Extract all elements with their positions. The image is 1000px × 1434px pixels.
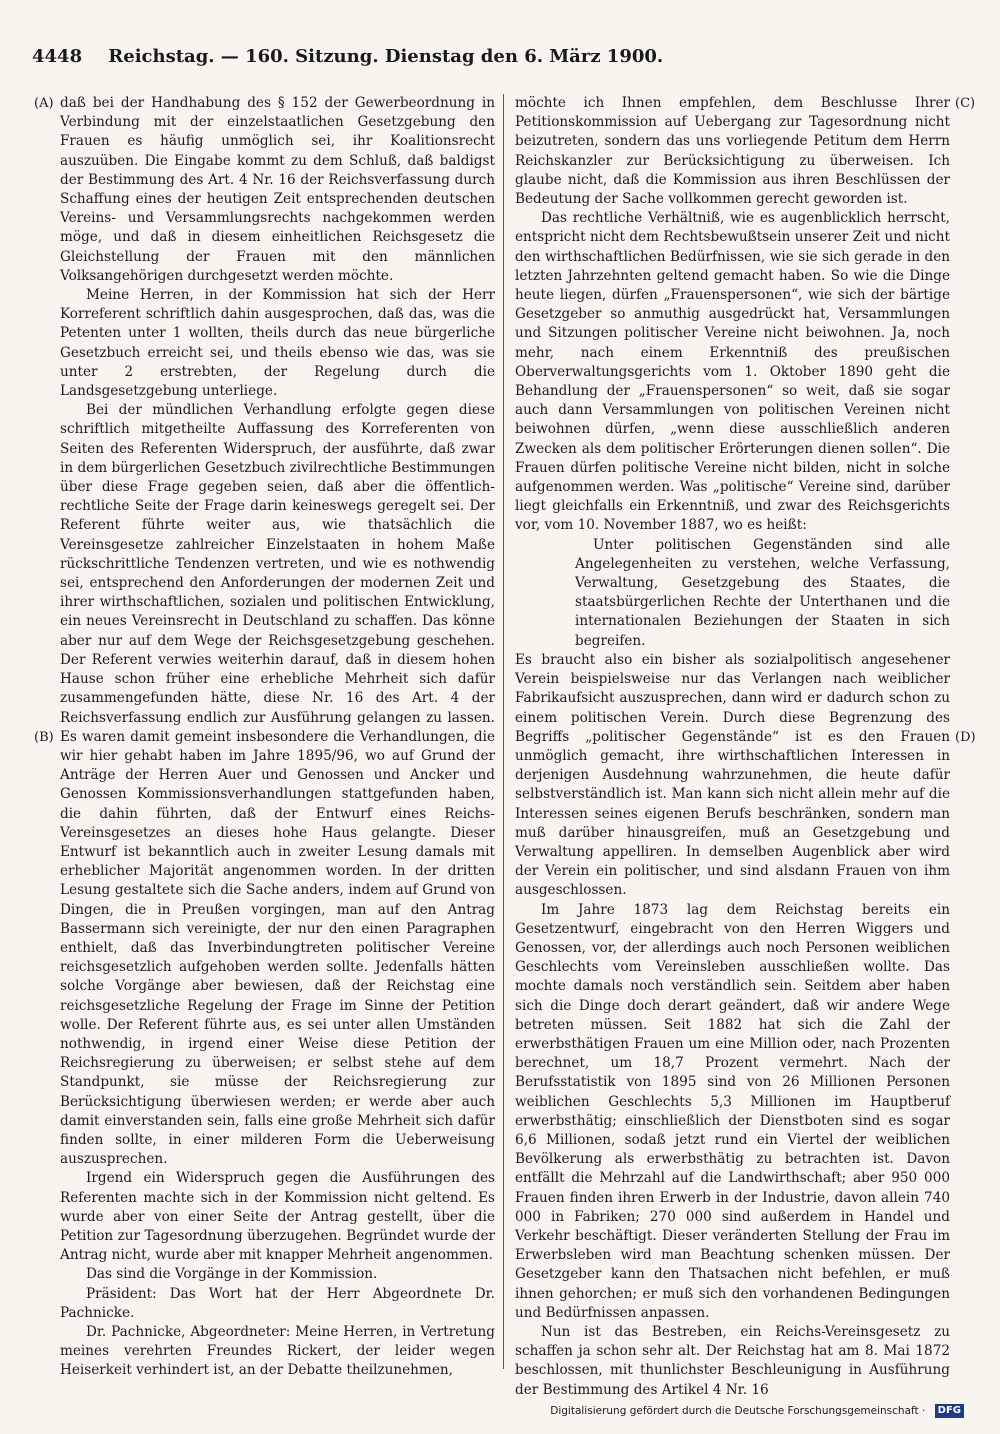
paragraph: Unter politischen Gegenständen sind alle Angelegenheiten zu verstehen, welche Verfassung, Verwaltung, Gesetzgebung des Staates, die staatsbürgerlichen Rechte der Unterthanen und die internationalen Beziehungen der Staaten in sich begreifen. [575,536,950,649]
paragraph: möchte ich Ihnen empfehlen, dem Beschlusse Ihrer Petitionskommission auf Uebergang zur Tagesordnung nicht beizutreten, sondern das uns vorliegende Petitum dem Herrn Reichskanzler zur Berücksichtigung zu überweisen. Ich glaube nicht, daß die Kommission aus ihren Beschlüssen der Bedeutung der Sache vollkommen gerecht geworden ist. [515,95,950,208]
footer-text: Digitalisierung gefördert durch die Deutsche Forschungsgemeinschaft · [550,1405,926,1417]
margin-marker-a: (A) [34,96,54,111]
dfg-logo: DFG [935,1404,964,1418]
paragraph: Das sind die Vorgänge in der Kommission. [86,1266,378,1283]
margin-marker-b: (B) [34,730,54,745]
paragraph: Es braucht also ein bisher als sozialpolitisch angesehener Verein beispielsweise nur das Verlangen nach weiblicher Fabrikaufsicht auszusprechen, dann wird er dadurch schon zu einem politischen Verein. Durch diese Begrenzung des Begriffs „politischer Gegenstände“ ist es den Frauen unmöglich gemacht, ihre wirthschaftlichen Interessen in derjenigen Ausdehnung wahrzunehmen, die heute dafür selbstverständlich ist. Man kann sich nicht allein mehr auf die Interessen seines eigenen Berufs beschränken, sondern man muß darüber hinausgreifen, muß an Gesetzgebung und Verwaltung appelliren. In demselben Augenblick aber wird der Verein ein politischer, und sind alsdann Frauen von ihm ausgeschlossen. [515,651,950,899]
margin-marker-d: (D) [955,730,976,745]
page-header [32,42,732,72]
paragraph: Meine Herren, in der Kommission hat sich der Herr Korreferent schriftlich dahin ausgesprochen, daß das, was die Petenten unter 1 wollten, theils durch das neue bürgerliche Gesetzbuch erreicht sei, und theils ebenso wie das, was sie unter 2 erstrebten, der Regelung durch die Landsgesetzgebung unterliege. [60,287,495,400]
paragraph: Bei der mündlichen Verhandlung erfolgte gegen diese schriftlich mitgetheilte Auffassung des Korreferenten von Seiten des Referenten Widerspruch, der ausführte, daß zwar in dem bürgerlichen Gesetzbuch zivilrechtliche Bestimmungen über diese Frage gegeben seien, daß aber die öffentlich-rechtliche Seite der Frage darin keineswegs geregelt sei. Der Referent führte weiter aus, wie thatsächlich die Vereinsgesetze zahlreicher Einzelstaaten in hohem Maße rückschrittliche Tendenzen vertreten, und wie es nothwendig sei, entsprechend den Anforderungen der modernen Zeit und ihrer wirthschaftlichen, sozialen und politischen Entwicklung, ein neues Vereinsrecht in Deutschland zu schaffen. Das könne aber nur auf dem Wege der Reichsgesetzgebung geschehen. Der Referent verwies weiterhin darauf, daß in diesem hohen Hause schon früher eine erhebliche Mehrheit sich dafür zusammengefunden hätte, diese Nr. 16 des Art. 4 der Reichsverfassung endlich zur Ausführung gelangen zu lassen. Es waren damit gemeint insbesondere die Verhandlungen, die wir hier gehabt haben im Jahre 1895/96, wo auf Grund der Anträge der Herren Auer und Genossen und Ancker und Genossen Kommissionsverhandlungen stattgefunden haben, die dahin führten, daß der Entwurf eines Reichs-Vereinsgesetzes an dieses hohe Haus gelangte. Dieser Entwurf ist bekanntlich auch in zweiter Lesung damals mit erheblicher Majorität angenommen worden. In der dritten Lesung gestaltete sich die Sache anders, indem auf Grund von Dingen, die in Preußen vorgingen, man auf den Antrag Bassermann sich vereinigte, der nur den einen Paragraphen enthielt, daß das Inverbindungtreten politischer Vereine reichsgesetzlich aufgehoben werden sollte. Jedenfalls hätten solche Vorgänge aber bewiesen, daß der Reichstag eine reichsgesetzliche Regelung der Frage im Sinne der Petition wolle. Der Referent führte aus, es sei unter allen Umständen nothwendig, in irgend einer Weise diese Petition der Reichsregierung zu überweisen; er selbst stehe auf dem Standpunkt, sie müsse der Reichsregierung zur Berücksichtigung überwiesen werden; er werde aber auch damit einverstanden sein, falls eine große Mehrheit sich dafür finden sollte, in einer milderen Form die Ueberweisung auszusprechen. [60,402,495,1168]
page-title: Reichstag. — 160. Sitzung. Dienstag den 6. März 1900. [108,46,664,67]
page-number: 4448 [32,46,83,67]
footer-credit [550,1402,964,1420]
paragraph: Nun ist das Bestreben, ein Reichs-Vereinsgesetz zu schaffen ja schon sehr alt. Der Reichstag hat am 8. Mai 1872 beschlossen, mit thunlichster Beschleunigung in Ausführung der Bestimmung des Artikel 4 Nr. 16 [515,1324,950,1398]
column-divider [503,94,504,1369]
paragraph: Präsident: Das Wort hat der Herr Abgeordnete Dr. Pachnicke. [60,1285,495,1321]
margin-marker-c: (C) [955,96,976,111]
paragraph: Im Jahre 1873 lag dem Reichstag bereits ein Gesetzentwurf, eingebracht von den Herren Wiggers und Genossen, vor, der allerdings auch noch Personen weiblichen Geschlechts vom Vereinsleben ausschließen wollte. Das mochte damals noch verständlich sein. Seitdem aber haben sich die Dinge doch derart geändert, daß wir andere Wege betreten müssen. Seit 1882 hat sich die Zahl der erwerbsthätigen Frauen um eine Million oder, nach Prozenten berechnet, um 18,7 Prozent vermehrt. Nach der Berufsstatistik von 1895 sind von 26 Millionen Personen weiblichen Geschlechts 5,3 Millionen im Hauptberuf erwerbsthätig; einschließlich der Dienstboten sind es sogar 6,6 Millionen, sodaß jetzt rund ein Viertel der weiblichen Bevölkerung als erwerbsthätig zu betrachten ist. Davon entfällt die Mehrzahl auf die Landwirthschaft; aber 950 000 Frauen finden ihren Erwerb in der Industrie, davon allein 740 000 in Fabriken; 270 000 sind außerdem in Handel und Verkehr beschäftigt. Dieser veränderten Stellung der Frau im Erwerbsleben wird man Beachtung schenken müssen. Der Gesetzgeber kann den Thatsachen nicht befehlen, er muß ihnen gehorchen; er muß sich den vorhandenen Bedingungen und Bedürfnissen anpassen. [515,901,950,1321]
paragraph: daß bei der Handhabung des § 152 der Gewerbeordnung in Verbindung mit der einzelstaatlichen Gesetzgebung den Frauen es häufig unmöglich sei, ihr Koalitionsrecht auszuüben. Die Eingabe kommt zu dem Schluß, daß baldigst der Bestimmung des Art. 4 Nr. 16 der Reichsverfassung durch Schaffung eines der heutigen Zeit entsprechenden deutschen Vereins- und Versammlungsrechts nachgekommen werden möge, und daß in diesem einheitlichen Reichsgesetz die Gleichstellung der Frauen mit den männlichen Volksangehörigen durchgesetzt werden möchte. [60,95,495,284]
paragraph: Dr. Pachnicke, Abgeordneter: Meine Herren, in Vertretung meines verehrten Freundes Rickert, der leider wegen Heiserkeit verhindert ist, an der Debatte theilzunehmen, [60,1324,495,1379]
left-text-column [60,94,495,1379]
right-text-column [515,94,950,1398]
paragraph: Das rechtliche Verhältniß, wie es augenblicklich herrscht, entspricht nicht dem Rechtsbewußtsein unserer Zeit und nicht den wirthschaftlichen Bedürfnissen, wie sie sich gerade in den letzten Jahrzehnten geltend gemacht haben. So wie die Dinge heute liegen, dürfen „Frauenspersonen“, wie sich der bärtige Gesetzgeber so anmuthig ausgedrückt hat, Versammlungen und Sitzungen politischer Vereine nicht beiwohnen. Ja, noch mehr, nach einem Erkenntniß des preußischen Oberverwaltungsgerichts vom 1. Oktober 1890 geht die Behandlung der „Frauenspersonen“ so weit, daß sie sogar auch dann Versammlungen von politischen Vereinen nicht beiwohnen dürfen, „wenn diese ausschließlich anderen Zwecken als dem politischer Erörterungen dienen sollen“. Die Frauen dürfen politische Vereine nicht bilden, nicht in solche aufgenommen werden. Was „politische“ Vereine sind, darüber liegt gleichfalls ein Erkenntniß, und zwar des Reichsgerichts vor, vom 10. November 1887, wo es heißt: [515,210,950,534]
paragraph: Irgend ein Widerspruch gegen die Ausführungen des Referenten machte sich in der Kommission nicht geltend. Es wurde aber von einer Seite der Antrag gestellt, über die Petition zur Tagesordnung überzugehen. Begründet wurde der Antrag nicht, wurde aber mit knapper Mehrheit angenommen. [60,1170,495,1264]
